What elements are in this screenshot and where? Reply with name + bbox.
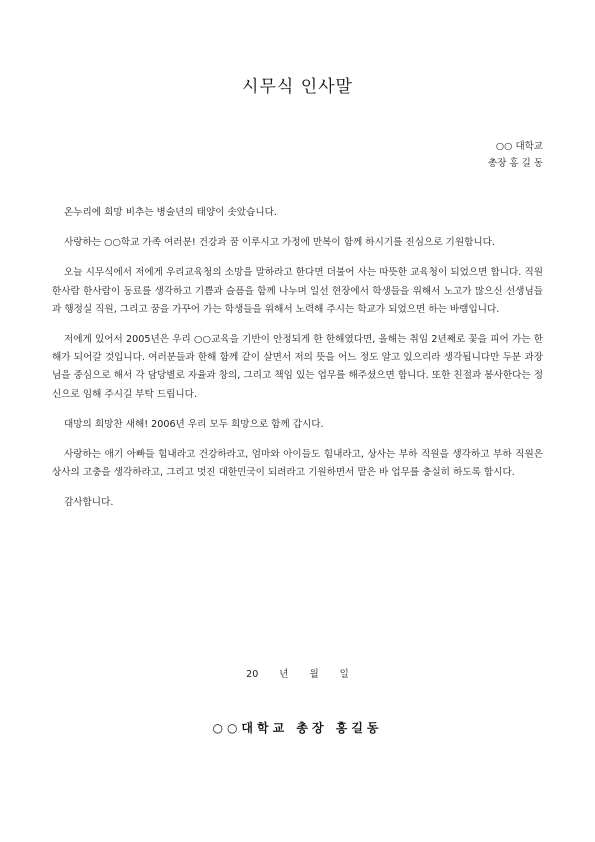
signer-top-org: ○○ 대학교 (495, 141, 543, 152)
signer-top-name: 총장 홍 길 동 (488, 158, 543, 169)
document-body (52, 204, 543, 525)
paragraph-1: 온누리에 희망 비추는 병술년의 태양이 솟았습니다. (64, 207, 277, 218)
paragraph-4: 저에게 있어서 2005년은 우리 ○○교육을 기반이 안정되게 한 한해였다면, 올해는 취임 2년째로 꽃을 피어 가는 한해가 되어갈 것입니다. 여러분들과 한해 함께 같이 살면서 저의 뜻을 어느 정도 알고 있으리라 생각됩니다만 두분 과장님을 중심으로 해서 각 담당별로 자율과 창의, 그리고 책임 있는 업무를 해주셨으면 합니다. 또한 친절과 봉사한다는 정신으로 임해 주시길 부탁 드립니다. (52, 334, 543, 400)
signer-bottom: ○○대학교 총장 홍길동 (212, 721, 383, 735)
paragraph-2: 사랑하는 ○○학교 가족 여러분! 건강과 꿈 이루시고 가정에 만복이 함께 하시기를 진심으로 기원합니다. (64, 237, 495, 249)
signer-top-block (488, 138, 543, 172)
paragraph-6: 사랑하는 애기 아빠들 힘내라고 건강하라고, 엄마와 아이들도 힘내라고, 상사는 부하 직원을 생각하고 부하 직원은 상사의 고충을 생각하라고, 그리고 멋진 대한민국이 되려라고 기원하면서 맡은 바 업무를 충실히 하도록 합시다. (52, 449, 543, 479)
paragraph-5: 대망의 희망찬 새해! 2006년 우리 모두 희망으로 함께 갑시다. (64, 418, 324, 430)
document-title: 시무식 인사말 (242, 77, 353, 97)
paragraph-3: 오늘 시무식에서 저에게 우리교육청의 소망을 말하라고 한다면 더불어 사는 따뜻한 교육청이 되었으면 합니다. 직원 한사람 한사람이 동료를 생각하고 기쁨과 슬픔을 함께 나누며 일선 현장에서 학생들을 위해서 노고가 많으신 선생님들과 행정실 직원, 그리고 꿈을 가꾸어 가는 학생들을 위해서 노력해 주시는 학교가 되었으면 하는 바램입니다. (52, 267, 543, 315)
date-line: 20 년 월 일 (246, 669, 349, 680)
paragraph-7: 감사합니다. (64, 497, 114, 509)
